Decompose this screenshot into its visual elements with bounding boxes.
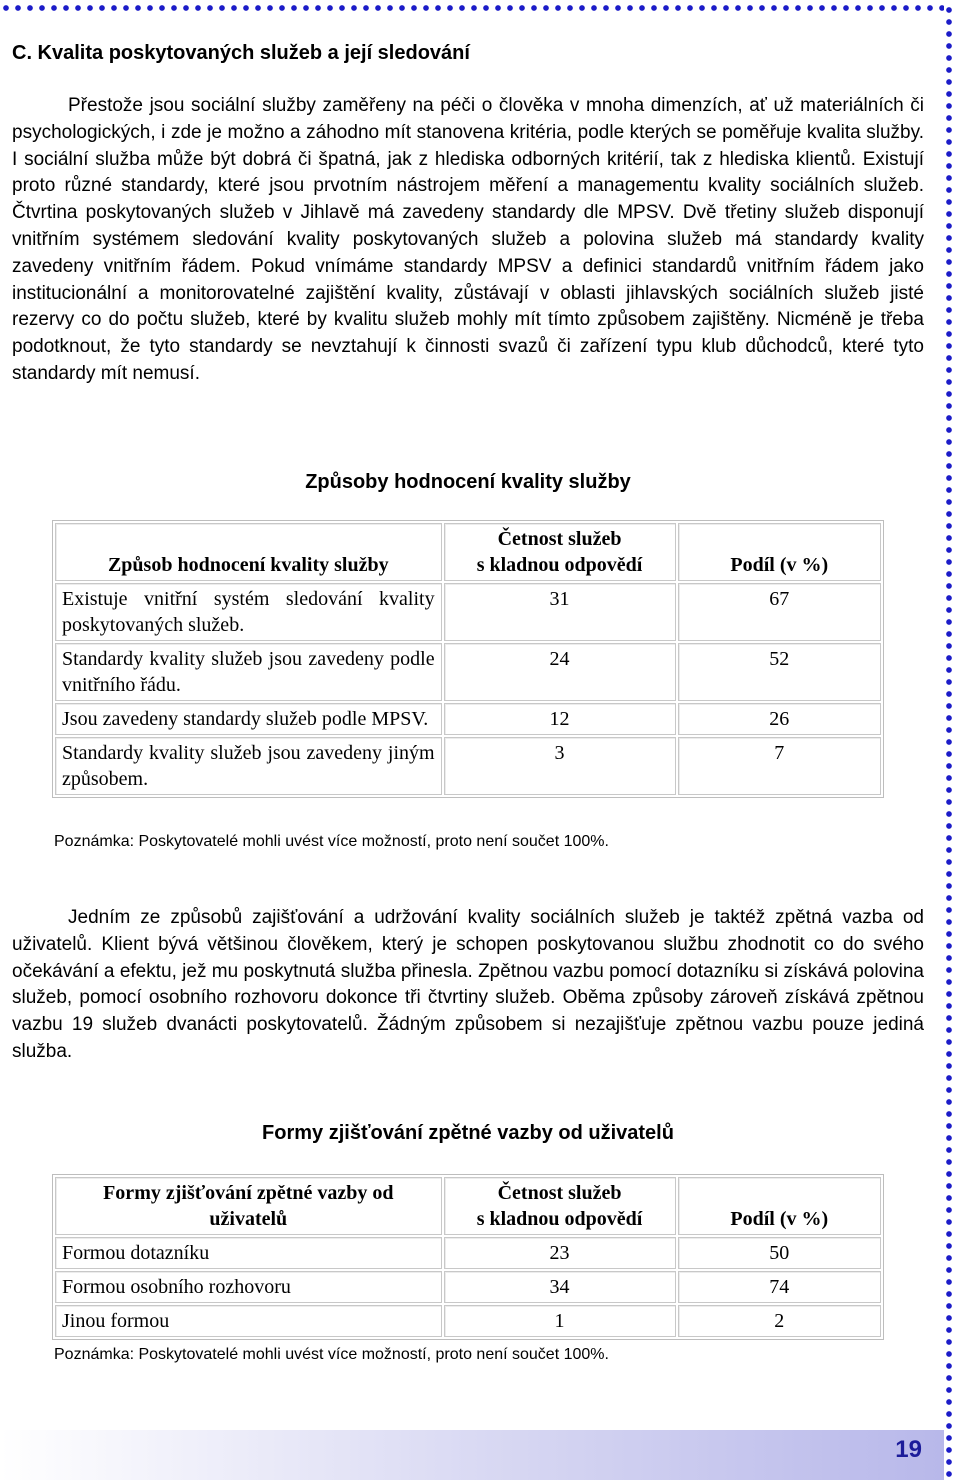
table2-note: Poznámka: Poskytovatelé mohli uvést více možností, proto není součet 100%.: [54, 1346, 609, 1363]
header-share: Podíl (v %): [678, 523, 881, 581]
table-row: [55, 1237, 881, 1269]
quality-evaluation-table: [52, 520, 884, 798]
row-share: 2: [678, 1305, 881, 1337]
row-count: 34: [444, 1271, 676, 1303]
table-header-row: [55, 1177, 881, 1235]
header-count-line2: s kladnou odpovědí: [476, 554, 643, 576]
section-heading: C. Kvalita poskytovaných služeb a její sledování: [12, 42, 470, 64]
row-count: 23: [444, 1237, 676, 1269]
decorative-dot-border-top: [0, 4, 944, 12]
table1-note: Poznámka: Poskytovatelé mohli uvést více možností, proto není součet 100%.: [54, 833, 609, 850]
row-share: 74: [678, 1271, 881, 1303]
paragraph-quality: Přestože jsou sociální služby zaměřeny na péči o člověka v mnoha dimenzích, ať už materiálních či psychologických, i zde je možno a záhodno mít stanovena kritéria, podle kterých se poměřuje kvalita služby. I sociální služba může být dobrá či špatná, jak z hlediska odborných kritérií, tak z hlediska klientů. Existují proto různé standardy, které jsou prvotním nástrojem měření a managementu kvality sociálních služeb. Čtvrtina poskytovaných služeb v Jihlavě má zavedeny standardy dle MPSV. Dvě třetiny služeb disponují vnitřním systémem sledování kvality poskytovaných služeb a polovina služeb má standardy kvality zavedeny vnitřním řádem. Pokud vnímáme standardy MPSV a definici standardů vnitřním řádem jako institucionální a monitorovatelné zajištění kvality, zůstávají v oblasti jihlavských sociálních služeb jisté rezervy co do počtu služeb, které by kvalitu služeb mohly mít tímto způsobem zajištěny. Nicméně je třeba podotknout, že tyto standardy se nevztahují k činnosti svazů či zařízení typu klub důchodců, které tyto standardy mít nemusí.: [12, 95, 924, 384]
row-label: Standardy kvality služeb jsou zavedeny jiným způsobem.: [55, 737, 442, 795]
header-count: [444, 523, 676, 581]
decorative-dot-border-right: [944, 4, 954, 1480]
header-share: Podíl (v %): [678, 1177, 881, 1235]
row-label: Existuje vnitřní systém sledování kvality poskytovaných služeb.: [55, 583, 442, 641]
row-share: 67: [678, 583, 881, 641]
table2-caption: Formy zjišťování zpětné vazby od uživatelů: [262, 1122, 674, 1144]
paragraph-feedback: Jedním ze způsobů zajišťování a udržování kvality sociálních služeb je taktéž zpětná vazba od uživatelů. Klient bývá většinou člověkem, který je schopen poskytovanou službu zhodnotit co do svého očekávání a efektu, jež mu poskytnutá služba přinesla. Zpětnou vazbu pomocí dotazníku si získává polovina služeb, pomocí osobního rozhovoru dokonce tři čtvrtiny služeb. Oběma způsoby zároveň získává zpětnou vazbu 19 služeb dvanácti poskytovatelů. Žádným způsobem si nezajišťuje zpětnou vazbu pouze jediná služba.: [12, 907, 924, 1062]
row-share: 50: [678, 1237, 881, 1269]
row-share: 52: [678, 643, 881, 701]
page-number-band: [0, 1430, 944, 1480]
table-row: [55, 1305, 881, 1337]
header-count-line1: Četnost služeb: [497, 1182, 622, 1204]
row-label: Standardy kvality služeb jsou zavedeny podle vnitřního řádu.: [55, 643, 442, 701]
feedback-forms-table: [52, 1174, 884, 1340]
header-count: [444, 1177, 676, 1235]
row-label: Formou osobního rozhovoru: [55, 1271, 442, 1303]
table-row: [55, 1271, 881, 1303]
row-label: Jsou zavedeny standardy služeb podle MPSV.: [55, 703, 442, 735]
page-number: 19: [895, 1436, 922, 1463]
row-label: Jinou formou: [55, 1305, 442, 1337]
table-row: [55, 703, 881, 735]
row-label: Formou dotazníku: [55, 1237, 442, 1269]
row-count: 1: [444, 1305, 676, 1337]
row-share: 26: [678, 703, 881, 735]
row-count: 24: [444, 643, 676, 701]
row-count: 3: [444, 737, 676, 795]
row-share: 7: [678, 737, 881, 795]
table-header-row: [55, 523, 881, 581]
header-forms: Formy zjišťování zpětné vazby od uživatelů: [55, 1177, 442, 1235]
header-count-line1: Četnost služeb: [497, 528, 622, 550]
header-count-line2: s kladnou odpovědí: [476, 1208, 643, 1230]
row-count: 12: [444, 703, 676, 735]
row-count: 31: [444, 583, 676, 641]
table1-caption: Způsoby hodnocení kvality služby: [305, 471, 631, 493]
table-row: [55, 583, 881, 641]
header-method: Způsob hodnocení kvality služby: [55, 523, 442, 581]
table-row: [55, 737, 881, 795]
table-row: [55, 643, 881, 701]
